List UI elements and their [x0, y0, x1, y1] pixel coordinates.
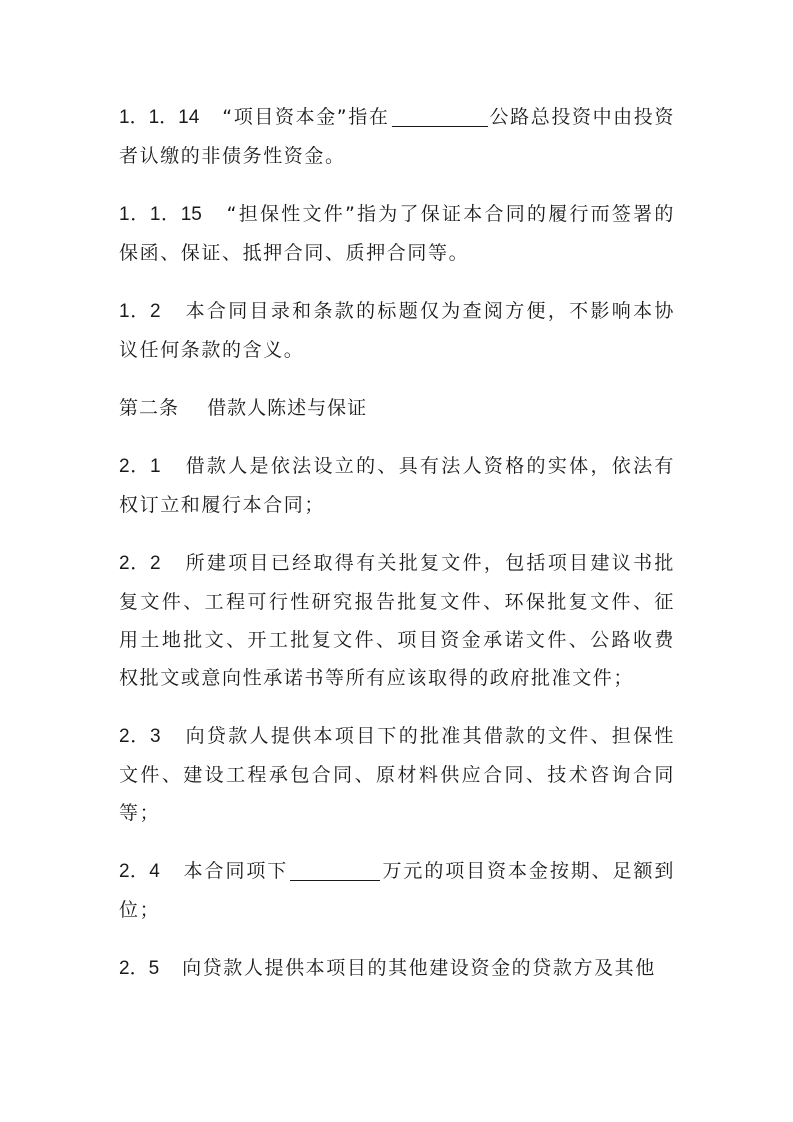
clause-2-5 [119, 949, 675, 988]
clause-number: 2．5 [119, 958, 160, 979]
article-2-heading: 第二条 借款人陈述与保证 [119, 397, 368, 419]
clause-number: 1．1．15 [119, 204, 202, 225]
clause-number: 2．2 [119, 553, 161, 574]
clause-text-before-blank: 本合同项下 [183, 860, 289, 882]
clause-1-2 [119, 292, 675, 369]
clause-1-1-15 [119, 195, 675, 272]
clause-text: “担保性文件”指为了保证本合同的履行而签署的保函、保证、抵押合同、质押合同等。 [119, 203, 675, 264]
clause-text-after-blank: 万元的项目资本金按期、足额到位； [119, 860, 675, 921]
clause-1-1-14 [119, 98, 675, 175]
clause-text: 本合同目录和条款的标题仅为查阅方便，不影响本协议任何条款的含义。 [119, 300, 675, 361]
clause-number: 1．2 [119, 301, 161, 322]
fill-in-blank [392, 104, 488, 127]
clause-text: 所建项目已经取得有关批复文件，包括项目建议书批复文件、工程可行性研究报告批复文件、环保批复文件、征用土地批文、开工批复文件、项目资金承诺文件、公路收费权批文或意向性承诺书等所有应该取得的政府批准文件； [119, 552, 675, 689]
clause-number: 2．3 [119, 726, 161, 747]
document-body [119, 98, 675, 1008]
clause-2-3 [119, 717, 675, 832]
clause-text: 向贷款人提供本项目的其他建设资金的贷款方及其他 [182, 957, 656, 979]
clause-2-2 [119, 544, 675, 697]
clause-text-after-blank: 公路总投资中由投资者认缴的非债务性资金。 [119, 106, 676, 167]
clause-text: 借款人是依法设立的、具有法人资格的实体，依法有权订立和履行本合同； [119, 455, 675, 516]
clause-number: 2．4 [119, 861, 160, 882]
clause-2-4 [119, 852, 675, 929]
clause-number: 1．1．14 [119, 107, 200, 128]
fill-in-blank [290, 858, 380, 881]
clause-number: 2．1 [119, 456, 161, 477]
clause-2-1 [119, 447, 675, 524]
clause-text: 向贷款人提供本项目下的批准其借款的文件、担保性文件、建设工程承包合同、原材料供应合同、技术咨询合同等； [119, 725, 675, 824]
clause-text-before-blank: “项目资本金”指在 [222, 106, 390, 128]
